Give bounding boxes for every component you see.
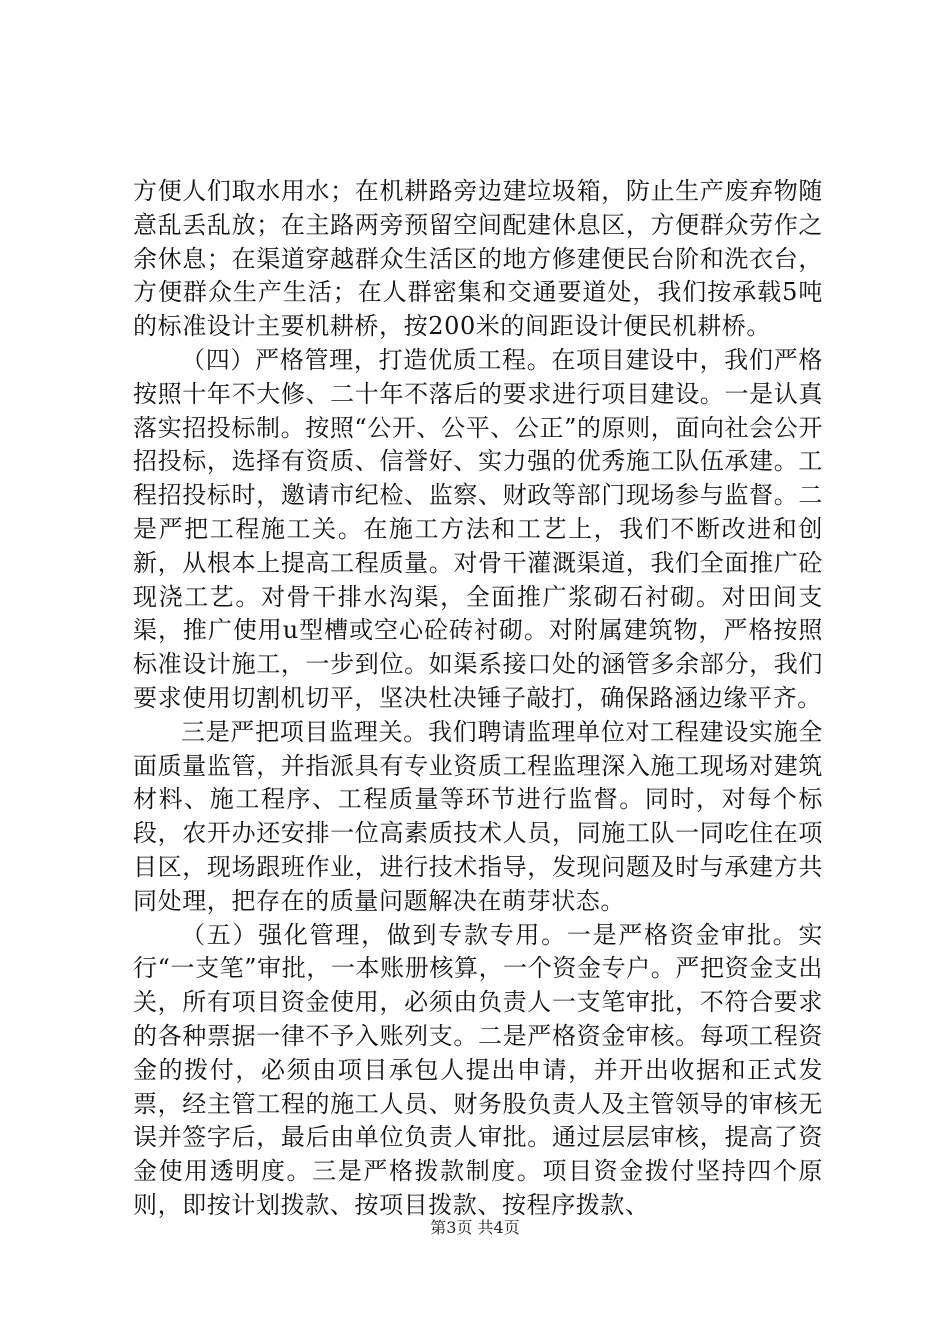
paragraph-continuation: 方便人们取水用水；在机耕路旁边建垃圾箱，防止生产废弃物随意乱丢乱放；在主路两旁预留空间配建休息区，方便群众劳作之余休息；在渠道穿越群众生活区的地方修建便民台阶和洗衣台，方便群众生产生活；在人群密集和交通要道处，我们按承载5吨的标准设计主要机耕桥，按200米的间距设计便民机耕桥。 <box>133 177 823 341</box>
paragraph-supervision: 三是严把项目监理关。我们聘请监理单位对工程建设实施全面质量监管，并指派具有专业资质工程监理深入施工现场对建筑材料、施工程序、工程质量等环节进行监督。同时，对每个标段，农开办还安排一位高素质技术人员，同施工队一同吃住在项目区，现场跟班作业，进行技术指导，发现问题及时与承建方共同处理，把存在的质量问题解决在萌芽状态。 <box>133 717 823 915</box>
document-body <box>133 175 823 1223</box>
paragraph-section-five: （五）强化管理，做到专款专用。一是严格资金审批。实行“一支笔”审批，一本账册核算，一个资金专户。严把资金支出关，所有项目资金使用，必须由负责人一支笔审批，不符合要求的各种票据一律不予入账列支。二是严格资金审核。每项工程资金的拨付，必须由项目承包人提出申请，并开出收据和正式发票，经主管工程的施工人员、财务股负责人及主管领导的审核无误并签字后，最后由单位负责人审批。通过层层审核，提高了资金使用透明度。三是严格拨款制度。项目资金拨付坚持四个原则，即按计划拨款、按项目拨款、按程序拨款、 <box>133 920 823 1219</box>
paragraph-section-four: （四）严格管理，打造优质工程。在项目建设中，我们严格按照十年不大修、二十年不落后的要求进行项目建设。一是认真落实招投标制。按照“公开、公平、公正”的原则，面向社会公开招投标，选择有资质、信誉好、实力强的优秀施工队伍承建。工程招投标时，邀请市纪检、监察、财政等部门现场参与监督。二是严把工程施工关。在施工方法和工艺上，我们不断改进和创新，从根本上提高工程质量。对骨干灌溉渠道，我们全面推广砼现浇工艺。对骨干排水沟渠，全面推广浆砌石衬砌。对田间支渠，推广使用u型槽或空心砼砖衬砌。对附属建筑物，严格按照标准设计施工，一步到位。如渠系接口处的涵管多余部分，我们要求使用切割机切平，坚决杜决锤子敲打，确保路涵边缘平齐。 <box>133 345 823 712</box>
page-footer: 第3页 共4页 <box>430 1218 520 1237</box>
